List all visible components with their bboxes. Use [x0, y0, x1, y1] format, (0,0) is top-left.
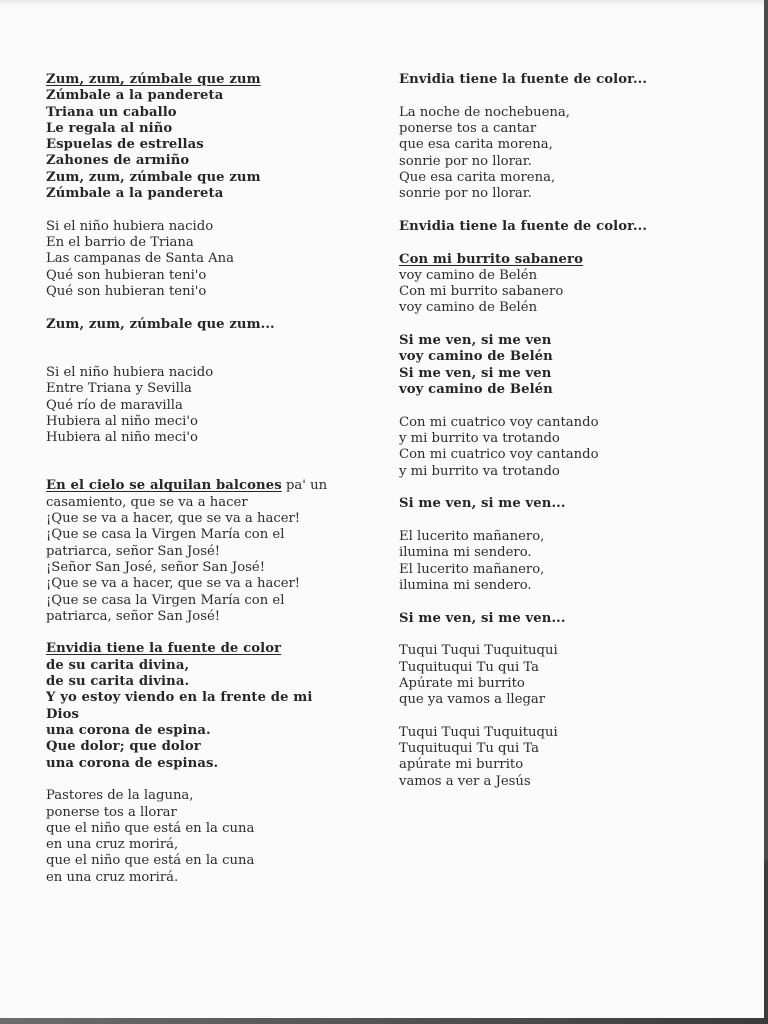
scanner-edge-bottom: [0, 1018, 768, 1024]
lyric-line: Con mi cuatrico voy cantando: [399, 414, 599, 430]
lyric-line: Zúmbale a la pandereta: [46, 88, 224, 104]
song-title-burrito: Con mi burrito sabanero: [399, 251, 583, 267]
lyric-line: Si el niño hubiera nacido: [46, 364, 214, 380]
lyric-line: patriarca, señor San José!: [46, 543, 221, 559]
lyric-line: que ya vamos a llegar: [399, 692, 546, 708]
lyric-line: Tuqui Tuqui Tuquituqui: [399, 724, 558, 740]
lyric-line: El lucerito mañanero,: [399, 528, 545, 544]
lyric-line: ¡Que se va a hacer, que se va a hacer!: [46, 511, 301, 527]
right-column: [399, 72, 729, 790]
lyric-line: ¡Que se casa la Virgen María con el: [46, 592, 285, 608]
left-column: [46, 72, 376, 886]
stanza-zum-zum: [46, 72, 376, 202]
stanza-verse: [399, 105, 729, 203]
lyric-line: Qué río de maravilla: [46, 397, 183, 413]
lyric-line: ponerse tos a cantar: [399, 120, 537, 136]
stanza-envidia: [46, 641, 376, 771]
lyric-line: ¡Señor San José, señor San José!: [46, 559, 266, 575]
lyric-line: Hubiera al niño meci'o: [46, 430, 198, 446]
scanner-edge-right: [764, 860, 768, 1024]
lyric-line: de su carita divina.: [46, 674, 190, 690]
title-suffix: pa' un: [281, 478, 328, 494]
lyric-line: Si me ven, si me ven: [399, 365, 552, 381]
lyric-line: voy camino de Belén: [399, 300, 538, 316]
lyric-line: Si el niño hubiera nacido: [46, 218, 214, 234]
lyric-line: Le regala al niño: [46, 120, 173, 136]
stanza-balcones: [46, 478, 376, 625]
lyric-line: Si me ven, si me ven: [399, 333, 552, 349]
lyric-line: Dios: [46, 706, 80, 722]
lyric-line: que el niño que está en la cuna: [46, 820, 255, 836]
chorus-line: Envidia tiene la fuente de color...: [399, 218, 648, 234]
lyric-line: Con mi cuatrico voy cantando: [399, 447, 599, 463]
lyric-line: La noche de nochebuena,: [399, 104, 570, 120]
lyric-line: y mi burrito va trotando: [399, 431, 560, 446]
stanza-verse: [399, 529, 729, 594]
lyric-line: que esa carita morena,: [399, 137, 553, 153]
lyric-line: una corona de espina.: [46, 722, 211, 738]
lyric-line: Tuqui Tuqui Tuquituqui: [399, 643, 558, 659]
stanza-verse: [399, 643, 729, 708]
lyric-line: ponerse tos a llorar: [46, 804, 177, 820]
chorus-line: Zum, zum, zúmbale que zum...: [46, 316, 275, 332]
chorus-line: Si me ven, si me ven...: [399, 496, 566, 512]
lyric-line: El lucerito mañanero,: [399, 561, 545, 577]
lyric-line: Pastores de la laguna,: [46, 788, 194, 804]
stanza-verse: [399, 415, 729, 480]
lyric-line: Qué son hubieran teni'o: [46, 283, 207, 299]
lyric-line: sonrie por no llorar.: [399, 186, 532, 202]
lyric-line: sonrie por no llorar.: [399, 153, 532, 169]
lyric-line: Apúrate mi burrito: [399, 675, 525, 691]
lyric-line: Zum, zum, zúmbale que zum: [46, 169, 261, 185]
lyric-line: Hubiera al niño meci'o: [46, 413, 198, 429]
lyric-line: Con mi burrito sabanero: [399, 284, 564, 300]
lyric-line: patriarca, señor San José!: [46, 608, 221, 624]
stanza-burrito: [399, 252, 729, 317]
stanza-chorus: [399, 333, 729, 398]
lyric-line: Que esa carita morena,: [399, 169, 556, 185]
lyric-line: Y yo estoy viendo en la frente de mi: [46, 690, 313, 706]
lyric-line: Zúmbale a la pandereta: [46, 186, 224, 202]
lyric-line: Tuquituqui Tu qui Ta: [399, 741, 540, 757]
lyric-line: Que dolor; que dolor: [46, 739, 201, 755]
lyric-line: que el niño que está en la cuna: [46, 853, 255, 869]
lyric-line: Espuelas de estrellas: [46, 137, 204, 153]
lyric-line: y mi burrito va trotando: [399, 463, 560, 479]
stanza-verse: [399, 725, 729, 790]
lyric-line: Triana un caballo: [46, 104, 177, 120]
lyric-line: voy camino de Belén: [399, 267, 538, 283]
song-title-balcones: En el cielo se alquilan balcones: [46, 478, 282, 494]
stanza-verse: [46, 365, 376, 446]
lyric-line: Entre Triana y Sevilla: [46, 381, 192, 397]
lyric-line: ilumina mi sendero.: [399, 577, 532, 593]
lyric-line: Qué son hubieran teni'o: [46, 267, 207, 283]
lyric-line: ¡Que se casa la Virgen María con el: [46, 527, 285, 543]
chorus-line: Si me ven, si me ven...: [399, 610, 566, 626]
stanza-verse: [46, 788, 376, 886]
lyric-line: En el barrio de Triana: [46, 235, 194, 251]
title-line: [46, 478, 376, 494]
lyric-line: una corona de espinas.: [46, 755, 219, 771]
lyric-line: voy camino de Belén: [399, 349, 553, 365]
lyric-line: en una cruz morirá,: [46, 837, 179, 853]
lyric-line: voy camino de Belén: [399, 382, 553, 398]
lyric-line: de su carita divina,: [46, 657, 190, 673]
lyric-line: Las campanas de Santa Ana: [46, 251, 235, 267]
lyric-line: apúrate mi burrito: [399, 757, 524, 773]
lyric-line: Zahones de armiño: [46, 153, 190, 169]
song-title-envidia: Envidia tiene la fuente de color: [46, 641, 282, 657]
chorus-line: Envidia tiene la fuente de color...: [399, 72, 648, 87]
stanza-verse: [46, 219, 376, 300]
lyric-line: en una cruz morirá.: [46, 869, 179, 885]
lyric-line: ¡Que se va a hacer, que se va a hacer!: [46, 576, 301, 592]
lyric-line: Tuquituqui Tu qui Ta: [399, 659, 540, 675]
lyric-line: ilumina mi sendero.: [399, 545, 532, 561]
song-title-zum-zum: Zum, zum, zúmbale que zum: [46, 72, 261, 87]
lyric-line: vamos a ver a Jesús: [399, 773, 531, 789]
lyric-line: casamiento, que se va a hacer: [46, 494, 248, 510]
